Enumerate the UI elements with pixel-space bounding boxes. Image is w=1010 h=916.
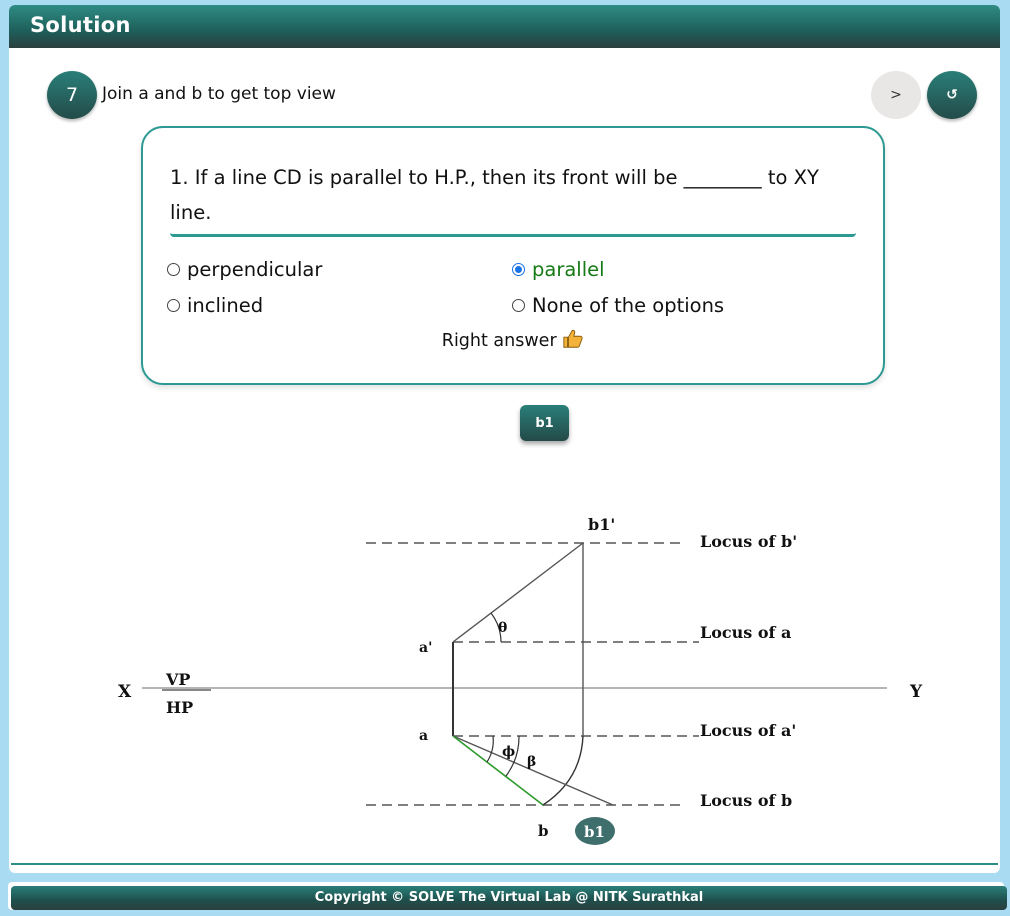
label-locus-b: Locus of b	[700, 791, 793, 810]
label-locus-a: Locus of a	[700, 623, 792, 642]
panel-title: Solution	[30, 13, 131, 37]
rotation-arc	[543, 736, 583, 805]
label-y: Y	[910, 682, 923, 702]
reset-button[interactable]: ↺	[927, 71, 977, 119]
label-b1-marker: b1	[584, 823, 605, 841]
label-hp: HP	[166, 698, 194, 717]
step-instruction: Join a and b to get top view	[102, 84, 336, 104]
projection-diagram	[9, 5, 1000, 873]
label-b1-prime: b1'	[588, 515, 616, 534]
label-phi: ϕ	[502, 744, 516, 760]
quiz-question: 1. If a line CD is parallel to H.P., then its front will be ________ to XY line.	[170, 160, 856, 237]
label-vp: VP	[166, 670, 191, 689]
label-locus-a-prime: Locus of a'	[700, 721, 797, 740]
copyright-text: Copyright © SOLVE The Virtual Lab @ NITK Surathkal	[11, 886, 1007, 910]
top-view-line	[453, 736, 543, 805]
next-step-button[interactable]: >	[871, 71, 921, 119]
option-label: None of the options	[532, 294, 725, 317]
option-label: parallel	[532, 258, 605, 281]
solution-panel	[9, 5, 1000, 873]
option-label: perpendicular	[187, 258, 323, 281]
front-view-line	[453, 543, 583, 642]
option-label: inclined	[187, 294, 264, 317]
feedback-text: Right answer	[441, 331, 557, 351]
label-locus-b-prime: Locus of b'	[700, 532, 798, 551]
phi-arc	[487, 736, 493, 762]
label-a: a	[419, 728, 429, 744]
b1-button[interactable]: b1	[520, 405, 569, 441]
label-beta: β	[527, 754, 537, 770]
label-theta: θ	[498, 620, 508, 636]
label-x: X	[118, 682, 132, 702]
label-b: b	[538, 822, 549, 840]
top-view-true-length-line	[453, 736, 613, 805]
step-number-badge: 7	[47, 71, 97, 119]
label-a-prime: a'	[419, 640, 433, 656]
footer	[8, 882, 1004, 910]
